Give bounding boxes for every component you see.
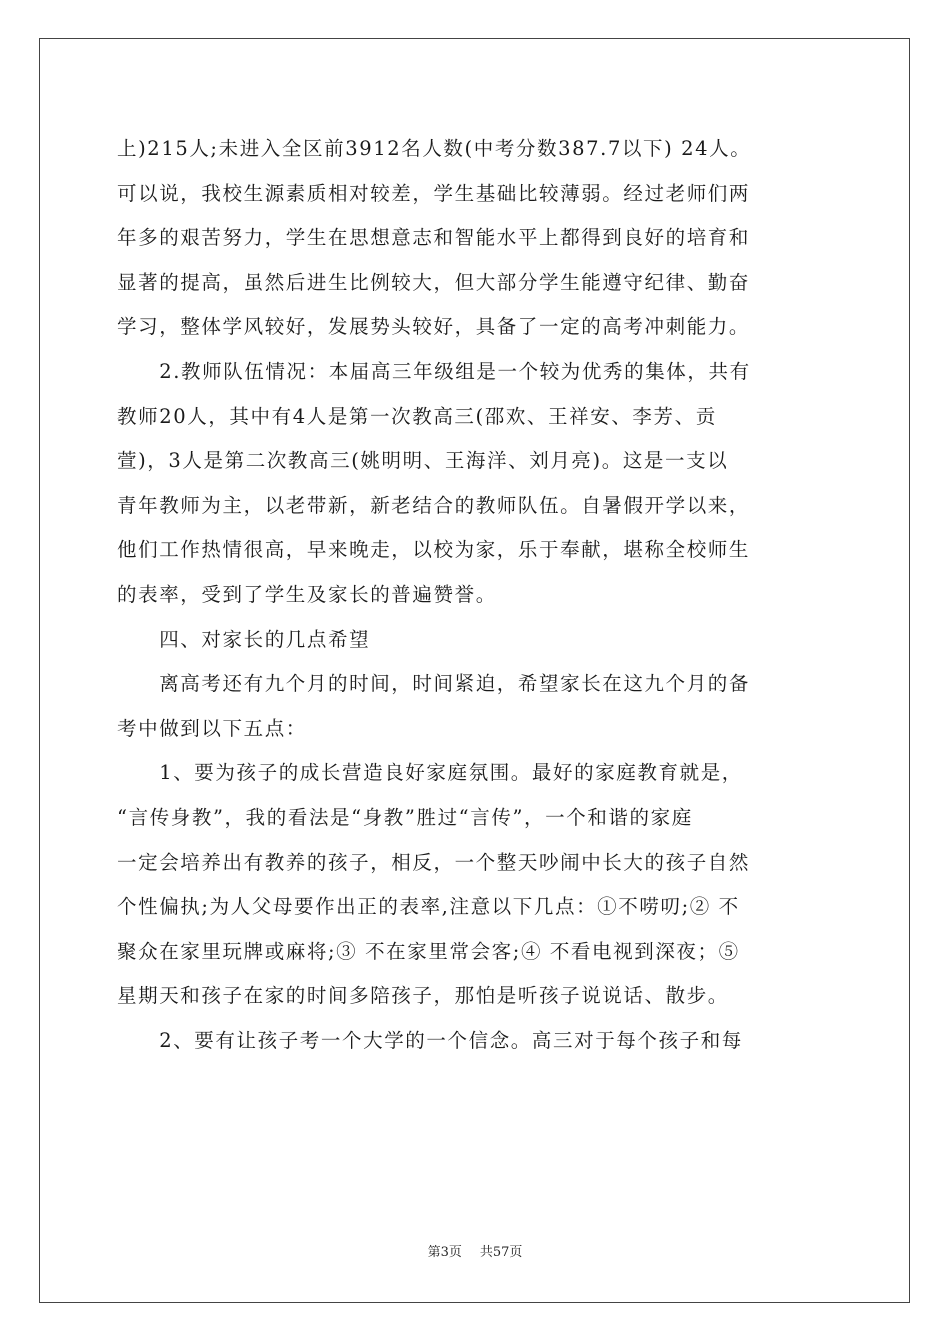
text-line: 的表率，受到了学生及家长的普遍赞誉。 <box>117 582 497 606</box>
page-total: 共57页 <box>479 1245 523 1260</box>
text-line: 可以说，我校生源素质相对较差，学生基础比较薄弱。经过老师们两 <box>117 181 751 205</box>
text-line: 考中做到以下五点： <box>117 716 307 740</box>
text-line: 他们工作热情很高，早来晚走，以校为家，乐于奉献，堪称全校师生 <box>117 538 751 562</box>
text-line: 星期天和孩子在家的时间多陪孩子，那怕是听孩子说说话、散步。 <box>117 984 729 1008</box>
text-line: 上)215人;未进入全区前3912名人数(中考分数387.7以下) 24人。 <box>117 137 752 160</box>
text-line: 一定会培养出有教养的孩子，相反，一个整天吵闹中长大的孩子自然 <box>117 850 751 874</box>
text-line: 学习，整体学风较好，发展势头较好，具备了一定的高考冲刺能力。 <box>117 315 751 339</box>
text-line: 离高考还有九个月的时间，时间紧迫，希望家长在这九个月的备 <box>117 672 751 696</box>
text-line: 聚众在家里玩牌或麻将;③ 不在家里常会客;④ 不看电视到深夜；⑤ <box>117 939 740 963</box>
text-line: 个性偏执;为人父母要作出正的表率,注意以下几点：①不唠叨;② 不 <box>117 895 740 919</box>
text-line: 2、要有让孩子考一个大学的一个信念。高三对于每个孩子和每 <box>117 1028 743 1052</box>
document-body <box>117 127 837 1063</box>
text-line: 1、要为孩子的成长营造良好家庭氛围。最好的家庭教育就是， <box>117 761 743 785</box>
text-line: 显著的提高，虽然后进生比例较大，但大部分学生能遵守纪律、勤奋 <box>117 270 751 294</box>
text-line: 青年教师为主，以老带新，新老结合的教师队伍。自暑假开学以来， <box>117 493 751 517</box>
text-line: 年多的艰苦努力，学生在思想意志和智能水平上都得到良好的培育和 <box>117 226 751 250</box>
text-line: “言传身教”，我的看法是“身教”胜过“言传”，一个和谐的家庭 <box>117 805 693 829</box>
text-line: 萱)，3人是第二次教高三(姚明明、王海洋、刘月亮)。这是一支以 <box>117 449 729 473</box>
page-footer <box>0 1241 950 1260</box>
text-line: 2.教师队伍情况：本届高三年级组是一个较为优秀的集体，共有 <box>117 359 751 383</box>
section-heading: 四、对家长的几点希望 <box>117 627 371 651</box>
page-number: 第3页 <box>427 1245 462 1260</box>
text-line: 教师20人，其中有4人是第一次教高三(邵欢、王祥安、李芳、贡 <box>117 404 717 428</box>
